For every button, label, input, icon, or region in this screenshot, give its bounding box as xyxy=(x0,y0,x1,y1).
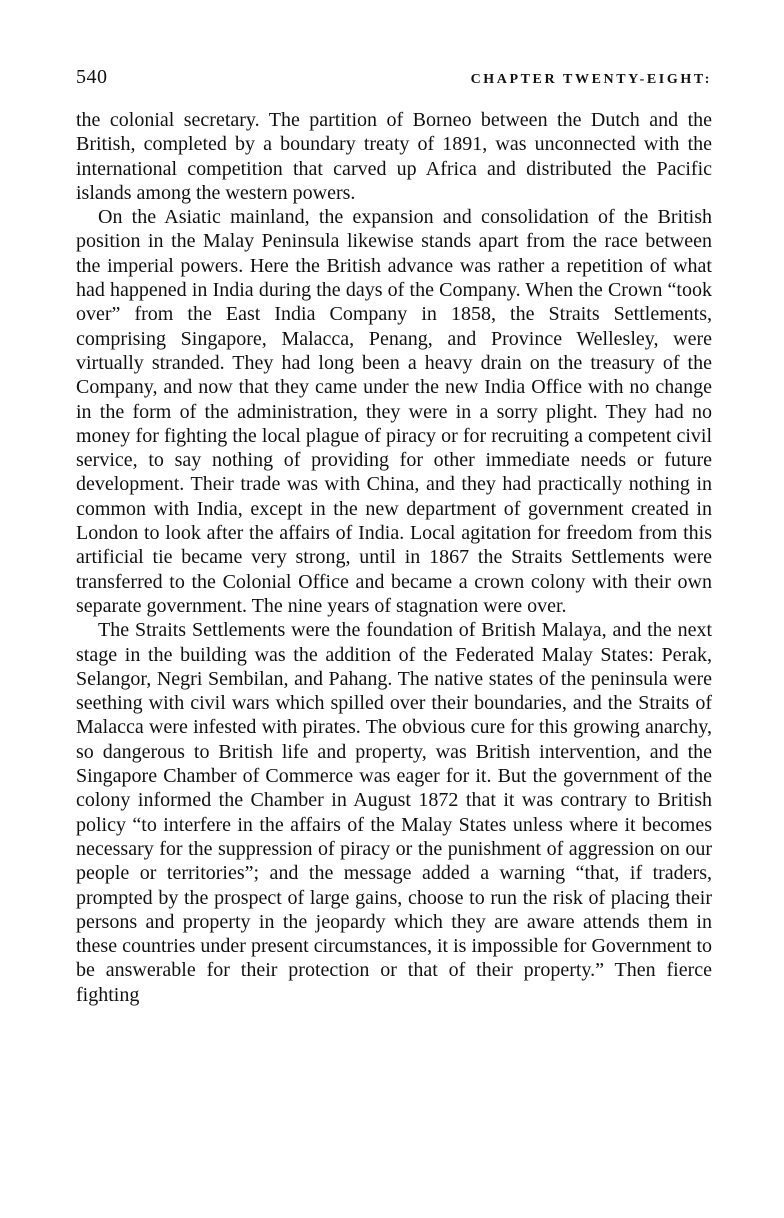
body-text xyxy=(76,108,712,1007)
paragraph-continued: the colonial secretary. The partition of Borneo between the Dutch and the British, completed by a boundary treaty of 1891, was unconnected with the international competition that carved up Africa and distributed the Pacific islands among the western powers. xyxy=(76,109,712,204)
chapter-title: CHAPTER TWENTY-EIGHT: xyxy=(470,72,712,87)
page-number: 540 xyxy=(76,66,108,88)
paragraph-malay-peninsula: On the Asiatic mainland, the expansion and consolidation of the British position in the Malay Peninsula likewise stands apart from the race between the imperial powers. Here the British advance was rather a repetition of what had happened in India during the days of the Company. When the Crown “took over” from the East India Company in 1858, the Straits Settlements, comprising Singapore, Malacca, Penang, and Province Wellesley, were virtually stranded. They had long been a heavy drain on the treasury of the Company, and now that they came under the new India Office with no change in the form of the administration, they were in a sorry plight. They had no money for fighting the local plague of piracy or for recruiting a competent civil service, to say nothing of providing for other immediate needs or future development. Their trade was with China, and they had practically nothing in common with India, except in the new department of government created in London to look after the affairs of India. Local agitation for freedom from this artificial tie became very strong, until in 1867 the Straits Settlements were transferred to the Colonial Office and became a crown colony with their own separate government. The nine years of stagnation were over. xyxy=(76,206,712,617)
paragraph-straits-settlements: The Straits Settlements were the foundation of British Malaya, and the next stage in the building was the addition of the Federated Malay States: Perak, Selangor, Negri Sembilan, and Pahang. The native states of the peninsula were seething with civil wars which spilled over their boundaries, and the Straits of Malacca were infested with pirates. The obvious cure for this growing anarchy, so dangerous to British life and property, was British intervention, and the Singapore Chamber of Commerce was eager for it. But the government of the colony informed the Chamber in August 1872 that it was contrary to British policy “to interfere in the affairs of the Malay States unless where it becomes necessary for the suppression of piracy or the punishment of aggression on our people or territories”; and the message added a warning “that, if traders, prompted by the prospect of large gains, choose to run the risk of placing their persons and property in the jeopardy which they are aware attends them in these countries under present circumstances, it is impossible for Government to be answerable for their protection or that of their property.” Then fierce fighting xyxy=(76,619,712,1006)
running-head xyxy=(76,66,712,96)
book-page xyxy=(76,66,712,1007)
